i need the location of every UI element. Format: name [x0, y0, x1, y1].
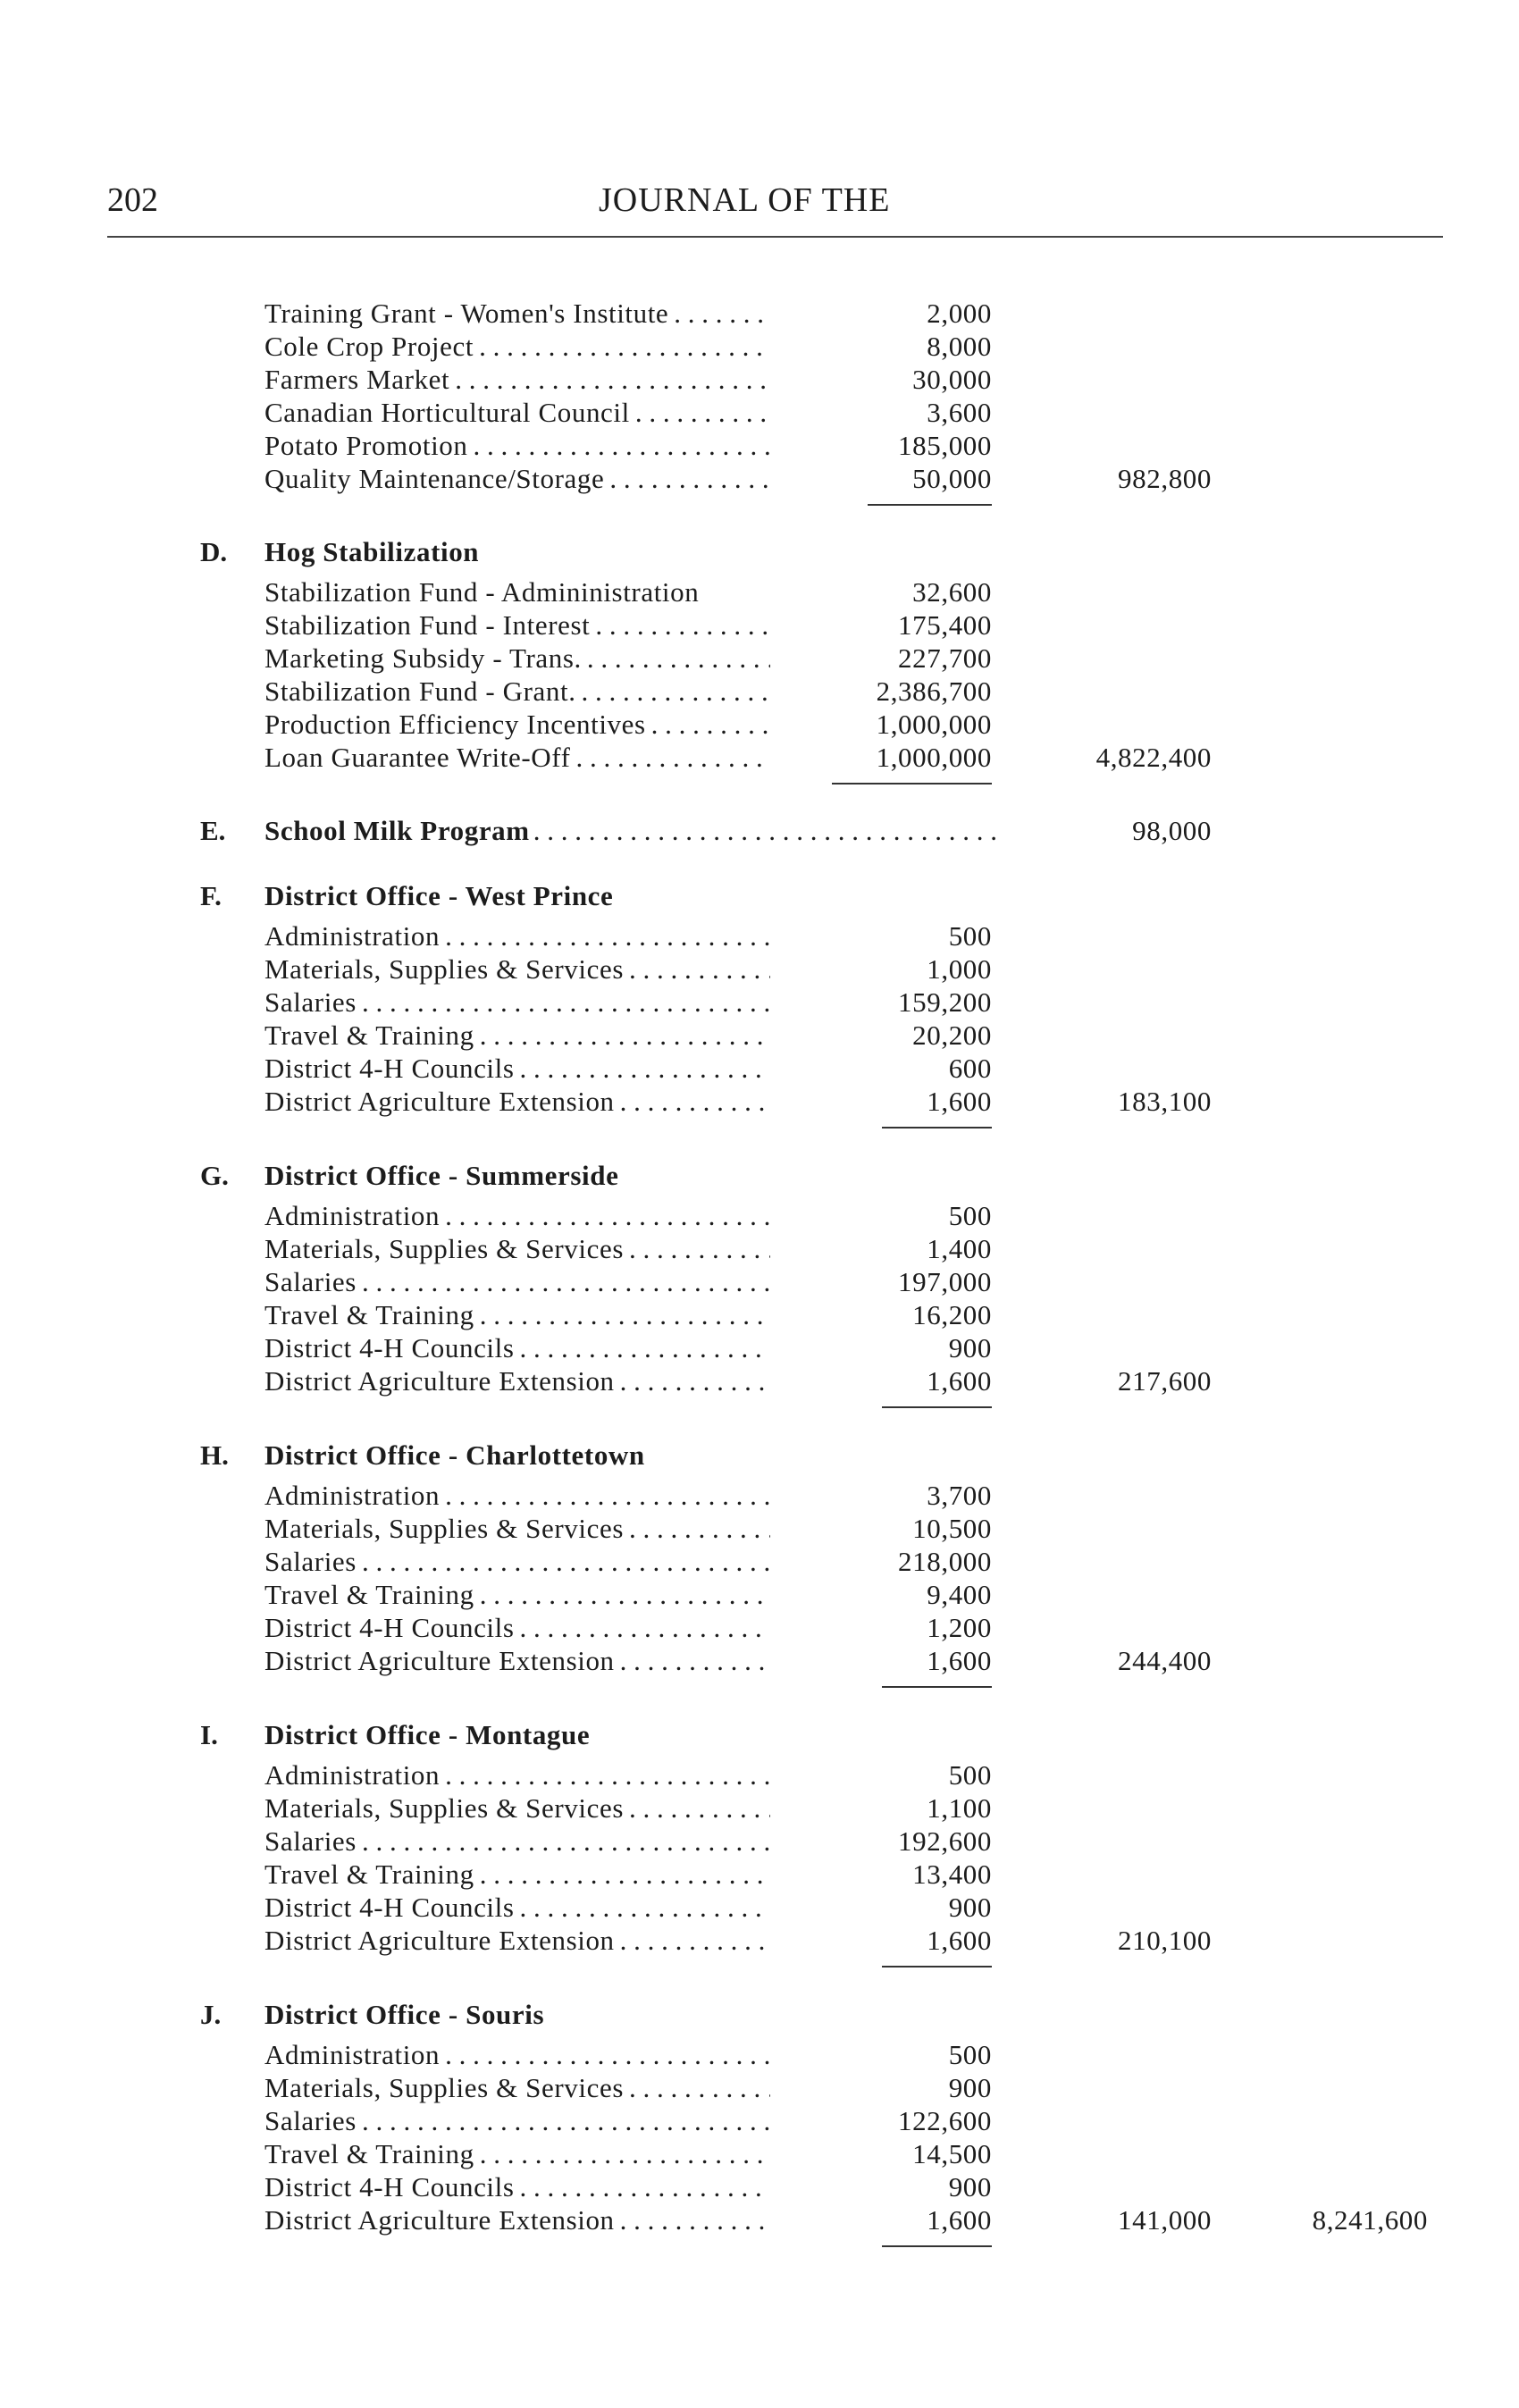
item-label: District 4-H Councils . . . — [264, 2171, 770, 2203]
line-item — [0, 1612, 1519, 1645]
line-item — [0, 2072, 1519, 2105]
line-item — [0, 1858, 1519, 1892]
item-label: Administration . . . — [264, 2039, 770, 2071]
item-label: Stabilization Fund - Interest . . . — [264, 609, 770, 642]
item-amount: 900 — [948, 2171, 992, 2202]
section-heading — [0, 1439, 1519, 1475]
item-label: Cole Crop Project . . . — [264, 331, 770, 363]
item-label: Administration . . . — [264, 1200, 770, 1232]
item-amount: 1,000 — [927, 953, 992, 985]
section-subtotal: 244,400 — [1118, 1645, 1212, 1676]
item-amount: 2,000 — [927, 298, 992, 329]
running-title: JOURNAL OF THE — [599, 181, 891, 219]
item-amount: 500 — [948, 1759, 992, 1791]
item-label: District 4-H Councils . . . — [264, 1892, 770, 1924]
section-title: District Office - Summerside — [264, 1160, 619, 1191]
item-label: District 4-H Councils . . . — [264, 1053, 770, 1085]
item-amount: 500 — [948, 2039, 992, 2070]
item-label: Stabilization Fund - Grant. . . . — [264, 675, 770, 708]
item-label: Training Grant - Women's Institute . . . — [264, 298, 770, 330]
item-label: District Agriculture Extension . . . — [264, 1925, 770, 1957]
line-item — [0, 397, 1519, 430]
item-label: Travel & Training . . . — [264, 2138, 770, 2170]
item-amount: 13,400 — [912, 1858, 992, 1890]
line-item — [0, 2039, 1519, 2072]
section-subtotal: 210,100 — [1118, 1925, 1212, 1956]
item-label: Salaries . . . — [264, 1266, 770, 1298]
item-amount: 900 — [948, 1332, 992, 1363]
item-amount: 10,500 — [912, 1513, 992, 1544]
item-amount: 20,200 — [912, 1019, 992, 1051]
line-item — [0, 920, 1519, 953]
item-label: Salaries . . . — [264, 986, 770, 1019]
item-label: Materials, Supplies & Services . . . — [264, 1513, 770, 1545]
line-item — [0, 2171, 1519, 2204]
section-letter: I. — [200, 1719, 218, 1750]
grand-total: 8,241,600 — [1312, 2204, 1428, 2236]
item-amount: 14,500 — [912, 2138, 992, 2169]
line-item — [0, 1086, 1519, 1119]
section-title: District Office - Montague — [264, 1719, 591, 1750]
item-amount: 50,000 — [868, 463, 992, 506]
item-amount: 1,000,000 — [832, 742, 992, 784]
line-item — [0, 1480, 1519, 1513]
line-item — [0, 1266, 1519, 1299]
item-amount: 1,000,000 — [876, 709, 992, 740]
line-item — [0, 1925, 1519, 1958]
section-title: District Office - Souris — [264, 1999, 545, 2030]
section-heading — [0, 1719, 1519, 1755]
item-label: Stabilization Fund - Admininistration — [264, 576, 700, 608]
item-amount: 2,386,700 — [876, 675, 992, 707]
item-amount: 1,600 — [882, 1645, 992, 1688]
section-title: Hog Stabilization — [264, 536, 480, 567]
line-item — [0, 331, 1519, 364]
item-amount: 197,000 — [898, 1266, 992, 1297]
item-amount: 600 — [948, 1053, 992, 1084]
line-item — [0, 1019, 1519, 1053]
section-subtotal: 217,600 — [1118, 1365, 1212, 1397]
item-label: Travel & Training . . . — [264, 1858, 770, 1891]
page-header — [107, 180, 1443, 238]
item-label: Travel & Training . . . — [264, 1019, 770, 1052]
line-item — [0, 1892, 1519, 1925]
section-heading — [0, 1999, 1519, 2035]
line-item — [0, 1053, 1519, 1086]
item-label: District Agriculture Extension . . . — [264, 2204, 770, 2236]
item-amount: 16,200 — [912, 1299, 992, 1330]
item-label: Travel & Training . . . — [264, 1579, 770, 1611]
section-letter: J. — [200, 1999, 222, 2030]
section-subtotal: 98,000 — [1132, 815, 1212, 846]
item-amount: 3,600 — [927, 397, 992, 428]
section-letter: D. — [200, 536, 228, 567]
item-amount: 218,000 — [898, 1546, 992, 1577]
item-label: Quality Maintenance/Storage . . . — [264, 463, 770, 495]
item-amount: 1,600 — [882, 1086, 992, 1128]
section-heading — [0, 1160, 1519, 1196]
item-label: Salaries . . . — [264, 1825, 770, 1858]
line-item — [0, 2105, 1519, 2138]
item-label: District Agriculture Extension . . . — [264, 1365, 770, 1397]
item-amount: 1,600 — [882, 2204, 992, 2247]
section-subtotal: 141,000 — [1118, 2204, 1212, 2236]
line-item — [0, 430, 1519, 463]
line-item — [0, 1200, 1519, 1233]
line-item — [0, 709, 1519, 742]
item-amount: 30,000 — [912, 364, 992, 395]
item-label: Salaries . . . — [264, 1546, 770, 1578]
line-item — [0, 1365, 1519, 1398]
item-amount: 500 — [948, 1200, 992, 1231]
item-label: Loan Guarantee Write-Off . . . — [264, 742, 770, 774]
line-item — [0, 642, 1519, 675]
item-amount: 1,100 — [927, 1792, 992, 1824]
line-item — [0, 1546, 1519, 1579]
section-letter: F. — [200, 880, 222, 911]
item-amount: 1,600 — [882, 1925, 992, 1968]
line-item — [0, 1759, 1519, 1792]
item-label: Marketing Subsidy - Trans. . . . — [264, 642, 770, 675]
item-label: District Agriculture Extension . . . — [264, 1086, 770, 1118]
line-item — [0, 2138, 1519, 2171]
item-label: Administration . . . — [264, 1480, 770, 1512]
line-item — [0, 986, 1519, 1019]
item-label: Salaries . . . — [264, 2105, 770, 2137]
section-title: School Milk Program . . . — [264, 815, 997, 847]
item-amount: 3,700 — [927, 1480, 992, 1511]
line-item — [0, 576, 1519, 609]
page-number: 202 — [107, 181, 158, 219]
item-label: Potato Promotion . . . — [264, 430, 770, 462]
section-subtotal: 982,800 — [1118, 463, 1212, 494]
item-label: Administration . . . — [264, 920, 770, 952]
item-label: Administration . . . — [264, 1759, 770, 1791]
section-subtotal: 4,822,400 — [1095, 742, 1212, 773]
line-item — [0, 1233, 1519, 1266]
item-amount: 185,000 — [898, 430, 992, 461]
item-amount: 159,200 — [898, 986, 992, 1018]
item-label: Materials, Supplies & Services . . . — [264, 2072, 770, 2104]
item-label: Travel & Training . . . — [264, 1299, 770, 1331]
section-subtotal: 183,100 — [1118, 1086, 1212, 1117]
line-item — [0, 1825, 1519, 1858]
line-item — [0, 1792, 1519, 1825]
line-item — [0, 953, 1519, 986]
section-letter: E. — [200, 815, 226, 846]
line-item — [0, 1645, 1519, 1678]
line-item — [0, 1513, 1519, 1546]
line-item — [0, 742, 1519, 775]
item-label: Materials, Supplies & Services . . . — [264, 953, 770, 986]
item-label: District 4-H Councils . . . — [264, 1332, 770, 1364]
section-heading — [0, 536, 1519, 572]
line-item — [0, 298, 1519, 331]
line-item — [0, 364, 1519, 397]
item-amount: 900 — [948, 1892, 992, 1923]
section-letter: H. — [200, 1439, 229, 1471]
section-title: District Office - West Prince — [264, 880, 614, 911]
line-item — [0, 675, 1519, 709]
item-amount: 192,600 — [898, 1825, 992, 1857]
item-amount: 8,000 — [927, 331, 992, 362]
item-amount: 227,700 — [898, 642, 992, 674]
item-amount: 175,400 — [898, 609, 992, 641]
section-heading — [0, 815, 1519, 851]
item-label: Production Efficiency Incentives . . . — [264, 709, 770, 741]
section-title: District Office - Charlottetown — [264, 1439, 645, 1471]
line-item — [0, 463, 1519, 496]
item-label: Materials, Supplies & Services . . . — [264, 1233, 770, 1265]
item-amount: 1,400 — [927, 1233, 992, 1264]
item-label: Farmers Market . . . — [264, 364, 770, 396]
item-label: Materials, Supplies & Services . . . — [264, 1792, 770, 1825]
section-letter: G. — [200, 1160, 229, 1191]
line-item — [0, 1332, 1519, 1365]
item-amount: 1,200 — [927, 1612, 992, 1643]
line-item — [0, 1579, 1519, 1612]
line-item — [0, 2204, 1519, 2237]
item-amount: 500 — [948, 920, 992, 952]
item-amount: 9,400 — [927, 1579, 992, 1610]
line-item — [0, 609, 1519, 642]
item-amount: 900 — [948, 2072, 992, 2103]
item-label: District 4-H Councils . . . — [264, 1612, 770, 1644]
item-amount: 1,600 — [882, 1365, 992, 1408]
line-item — [0, 1299, 1519, 1332]
item-label: Canadian Horticultural Council . . . — [264, 397, 770, 429]
section-heading — [0, 880, 1519, 916]
item-label: District Agriculture Extension . . . — [264, 1645, 770, 1677]
item-amount: 122,600 — [898, 2105, 992, 2136]
item-amount: 32,600 — [912, 576, 992, 608]
